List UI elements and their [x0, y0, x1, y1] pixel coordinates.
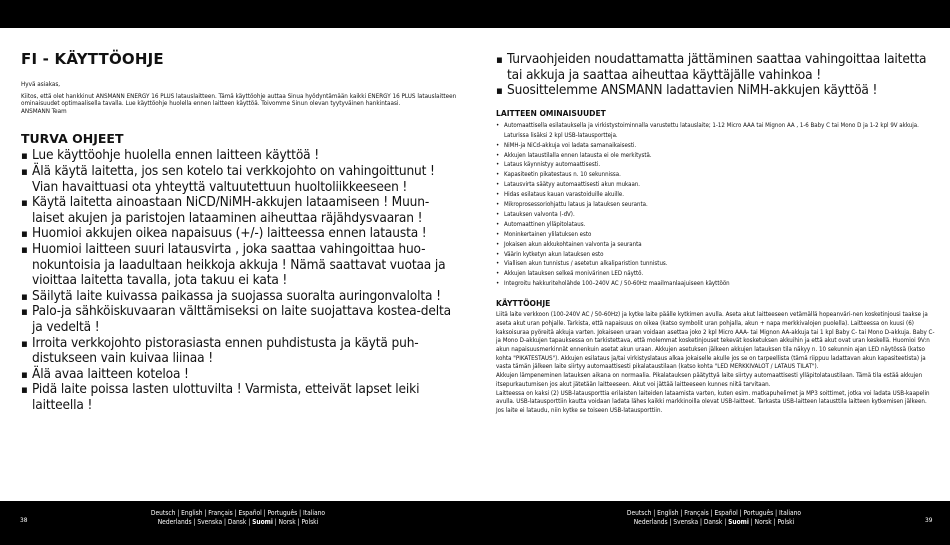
language-line: Deutsch | English | Français | Español | Português | Italiano: [626, 509, 802, 517]
feature-item: • Hidas esilataus kauan varastoiduille akuille.: [496, 190, 936, 200]
right-page: [496, 52, 936, 416]
feature-item: • Lataus käynnistyy automaattisesti.: [496, 160, 936, 170]
feature-item: • Akkujen lataustilalla ennen latausta ei ole merkitystä.: [496, 151, 936, 161]
feature-item: • Automaattinen ylläpitolataus.: [496, 220, 936, 230]
safety-item: ▪ Lue käyttöohje huolella ennen laitteen käyttöä !: [21, 148, 461, 164]
language-line: Deutsch | English | Français | Español | Português | Italiano: [150, 509, 326, 517]
safety-item: ▪ Säilytä laite kuivassa paikassa ja suojassa suoralta auringonvalolta !: [21, 289, 461, 305]
safety-item: ▪ Älä avaa laitteen koteloa !: [21, 367, 461, 383]
page-number-right: 39: [925, 516, 933, 524]
language-text: Nederlands | Svenska | Dansk |: [157, 518, 253, 526]
safety-item: ▪ Suosittelemme ANSMANN ladattavien NiMH-akkujen käyttöä !: [496, 83, 936, 99]
safety-item: ▪ Käytä laitetta ainoastaan NiCD/NiMH-akkujen lataamiseen ! Muun-laiset akujen ja paristojen lataaminen aiheuttaa räjähdysvaaran !: [21, 195, 461, 226]
language-line: [108, 518, 368, 527]
intro-sign: ANSMANN Team: [21, 107, 67, 115]
feature-item: • Moninkertainen ylilatuksen esto: [496, 230, 936, 240]
language-text: | Norsk | Polski: [748, 518, 795, 526]
intro-body: Kiitos, että olet hankkinut ANSMANN ENERGY 16 PLUS latauslaitteen. Tämä käyttöohje auttaa Sinua hyödyntämään kaikki ENERGY 16 PLUS latauslaitteen ominaisuudet optimaalisella tavalla. Lue käyttöohje huolella ennen laitteen käyttöä. Toivomme Sinun olevan tyytyväinen hankintaasi.: [21, 92, 457, 108]
feature-item: • Mikroprosessoriohjattu lataus ja latauksen seuranta.: [496, 200, 936, 210]
features-title: LAITTEEN OMINAISUUDET: [496, 108, 606, 118]
safety-item: ▪ Huomioi laitteen suuri latausvirta , joka saattaa vahingoittaa huo-nokuntoisia ja laadultaan heikkoja akkuja ! Nämä saattavat vuotaa ja vioittaa laitetta tavalla, jota takuu ei kata !: [21, 242, 461, 289]
intro-text: [21, 81, 461, 115]
feature-item: • Kapasiteetin pikatestaus n. 10 sekunnissa.: [496, 170, 936, 180]
feature-item: • Integroitu hakkuriteholähde 100–240V AC / 50-60Hz maailmanlaajuiseen käyttöön: [496, 279, 936, 289]
feature-item: • Väärin kytketyn akun latauksen esto: [496, 250, 936, 260]
feature-item: • Latausvirta säätyy automaattisesti akun mukaan.: [496, 180, 936, 190]
safety-item: ▪ Palo-ja sähköiskuvaaran välttämiseksi on laite suojattava kostea-delta ja vedeltä !: [21, 304, 461, 335]
usage-text: [496, 311, 936, 415]
safety-list: [21, 148, 461, 413]
language-list-right: [584, 509, 844, 527]
feature-item: • NiMH-ja NiCd-akkuja voi ladata samanaikaisesti.: [496, 141, 936, 151]
left-page: [21, 50, 461, 413]
language-text: Nederlands | Svenska | Dansk |: [633, 518, 729, 526]
top-black-bar: [0, 0, 950, 28]
language-current: Suomi: [728, 518, 749, 526]
feature-item: • Jokaisen akun akkukohtainen valvonta ja seuranta: [496, 240, 936, 250]
safety-item: ▪ Huomioi akkujen oikea napaisuus (+/-) laitteessa ennen latausta !: [21, 226, 461, 242]
feature-item: • Viallisen akun tunnistus / asetetun alkaliparistion tunnistus.: [496, 259, 936, 269]
language-current: Suomi: [252, 518, 273, 526]
intro-greeting: Hyvä asiakas,: [21, 81, 61, 88]
language-list-left: [108, 509, 368, 527]
safety-title: TURVA OHJEET: [21, 131, 124, 147]
footer-bar: [0, 501, 950, 545]
safety-item: ▪ Älä käytä laitetta, jos sen kotelo tai verkkojohto on vahingoittunut ! Vian havaittuasi ota yhteyttä valtuutettuun huoltoliikkeeseen !: [21, 164, 461, 195]
usage-paragraph: Laitteessa on kaksi (2) USB-latausporttia erilaisten laiteiden lataamista varten, kuten esim. matkapuhelimet ja MP3 soittimet, jotka voi ladata USB-kaapelin avulla. USB-latausporttiin kautta voidaan ladata lähes kaikki markkinoilla olevat USB-laitteet. Tarkasta USB-laitteen latausttila laitteen kytkemisen jälkeen. Jos laite ei lataudu, niin kytke se toiseen USB-latausporttiin.: [496, 389, 930, 414]
safety-item: ▪ Irroita verkkojohto pistorasiasta ennen puhdistusta ja käytä puh-distukseen vain kuivaa liinaa !: [21, 336, 461, 367]
feature-item: • Automaattisella esilatauksella ja virkistystoiminnalla varustettu latauslaite; 1-12 Micro AAA tai Mignon AA , 1-6 Baby C tai Mono D ja 1-2 kpl 9V akkuja. Laturissa lisäksi 2 kpl USB-latausportteja.: [496, 121, 936, 141]
usage-title: KÄYTTÖOHJE: [496, 299, 551, 309]
features-list: [496, 121, 936, 289]
safety-item: ▪ Turvaohjeiden noudattamatta jättäminen saattaa vahingoittaa laitetta tai akkuja ja saattaa aiheuttaa käyttäjälle vahinkoa !: [496, 52, 936, 83]
feature-item: • Latauksen valvonta (-dV).: [496, 210, 936, 220]
language-line: [584, 518, 844, 527]
page-number-left: 38: [20, 516, 28, 524]
safety-list-continued: [496, 52, 936, 99]
language-text: | Norsk | Polski: [272, 518, 319, 526]
page-title: FI - KÄYTTÖOHJE: [21, 50, 164, 68]
safety-item: ▪ Pidä laite poissa lasten ulottuvilta ! Varmista, etteivät lapset leiki laitteella !: [21, 382, 461, 413]
feature-item: • Akkujen latauksen selkeä monivärinen LED näyttö.: [496, 269, 936, 279]
usage-paragraph: Akkujen lämpeneminen latauksen aikana on normaalia. Pikalatauksen päätyttyä laite siirtyy automaattisesti ylläpitolataustilaan. Tämä tila estää akkujen itsepurkautumisen jos akut jätetään laitteeseen. Akut voi jättää laitteeseen kunnes niitä tarvitaan.: [496, 372, 923, 388]
usage-paragraph: Liitä laite verkkoon (100-240V AC / 50-60Hz) ja kytke laite päälle kytkimen avulla. Aseta akut laitteeseen vetämällä hopeanväri-nen kosketinjousi taakse ja aseta akut uran pohjalle. Tarkista, että napaisuus on oikea (katso symbolit uran pohjalla, akun + napa merkkivalojen puolella). Laitteessa on kuusi (6) kaksoisuraa pyöreitä akkuja varten. Jokaiseen uraan voidaan asettaa joko 2 kpl Micro AAA- tai Mignon AA-akkuja tai 1 kpl Baby C- tai Mono D-akkuja. Baby C- ja Mono D-akkujen tapauksessa on tarkistettava, että molemmat kosketinjouset tekevät kosketuksen akkuihin ja että akut ovat uran keskellä. Huomioi 9V:n akun napaisuusmerkinnät ennenkuin asetat akun uraan. Akkujen asetuksen jälkeen akkujen latauksen tila näkyy n. 10 sekunnin ajan LED näytössä (katso kohta "PIKATESTAUS"). Akkujen esilataus ja/tai virkistyslataus alkaa jokaiselle akulle jos se on tarpeellista (tämä riippuu ladattavan akun kapasiteetista) ja vasta tämän jälkeen laite siirtyy automaattisesti pikalataustilaan (katso kohta "LED MERKKIVALOT / LATAUS TILAT").: [496, 311, 935, 371]
